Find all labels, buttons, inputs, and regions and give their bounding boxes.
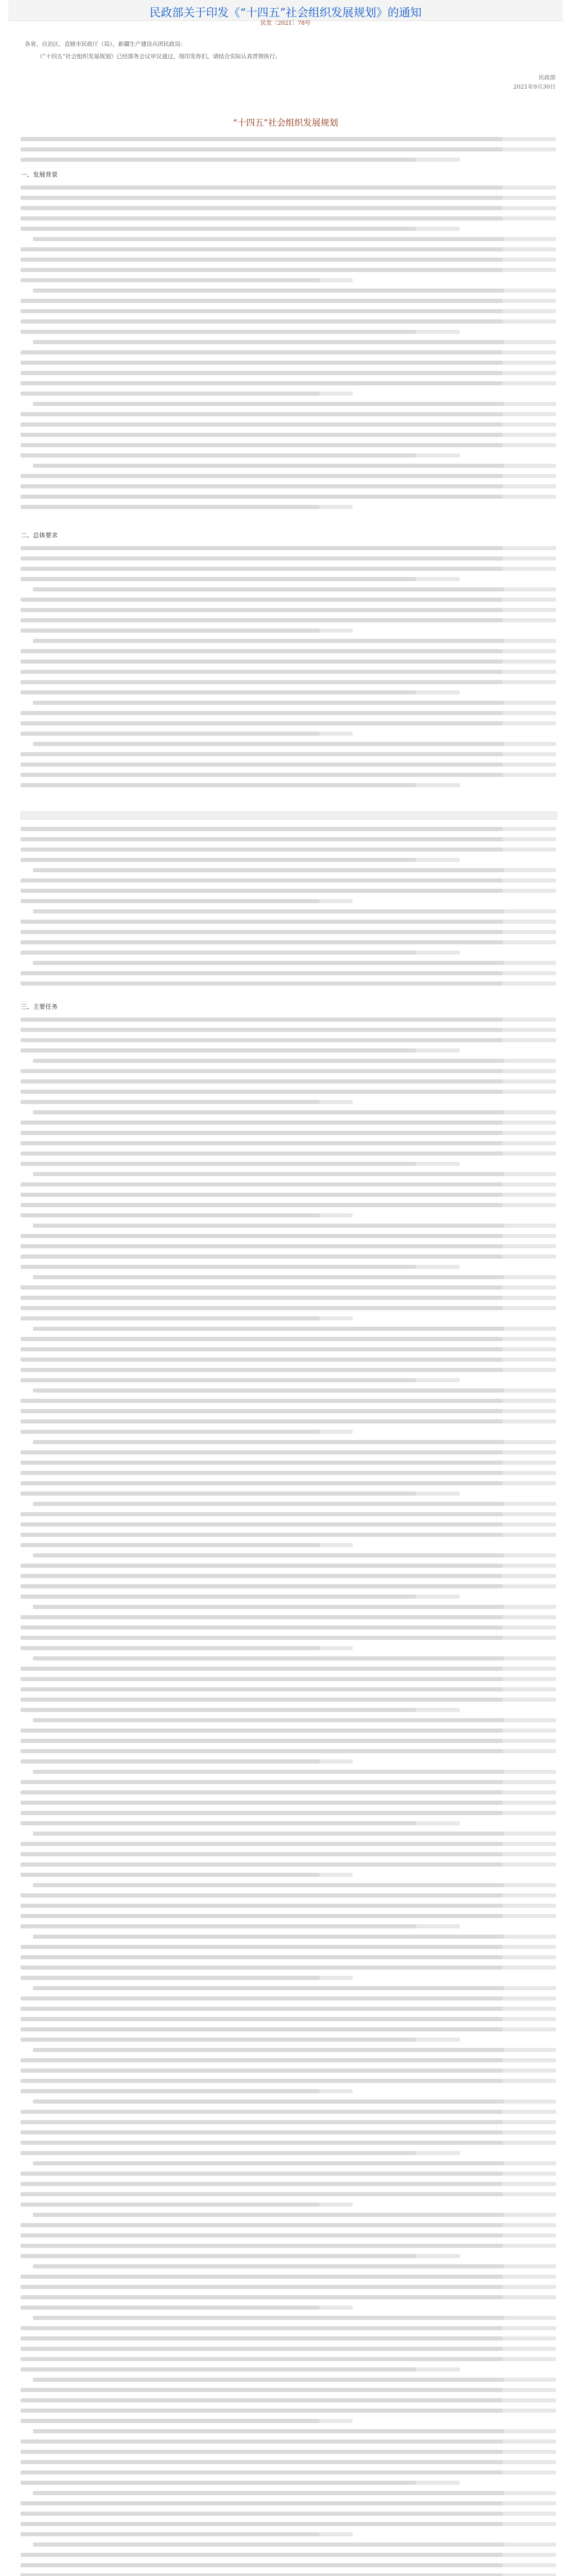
notice-body: 《“十四五”社会组织发展规划》已经部务会议审议通过，现印发你们，请结合实际认真贯彻执行。 xyxy=(37,53,281,60)
document-number: 民发〔2021〕78号 xyxy=(261,20,310,26)
section-heading-3: 三、主要任务 xyxy=(21,1003,58,1010)
section-3-text xyxy=(21,1018,556,2576)
page-title: 民政部关于印发《“十四五”社会组织发展规划》的通知 xyxy=(149,7,422,20)
plan-title: “十四五”社会组织发展规划 xyxy=(233,118,338,128)
section-2-text-continued xyxy=(21,827,556,992)
section-1-text xyxy=(21,185,556,515)
section-2-text xyxy=(21,546,556,793)
section-heading-2: 二、总体要求 xyxy=(21,532,58,539)
table-band xyxy=(21,811,557,820)
notice-addressees: 各省、自治区、直辖市民政厅（局），新疆生产建设兵团民政局： xyxy=(25,41,186,47)
notice-date: 2021年9月30日 xyxy=(513,83,556,90)
intro-text xyxy=(21,137,556,168)
section-heading-1: 一、发展背景 xyxy=(21,171,58,178)
notice-signer: 民政部 xyxy=(539,74,556,81)
